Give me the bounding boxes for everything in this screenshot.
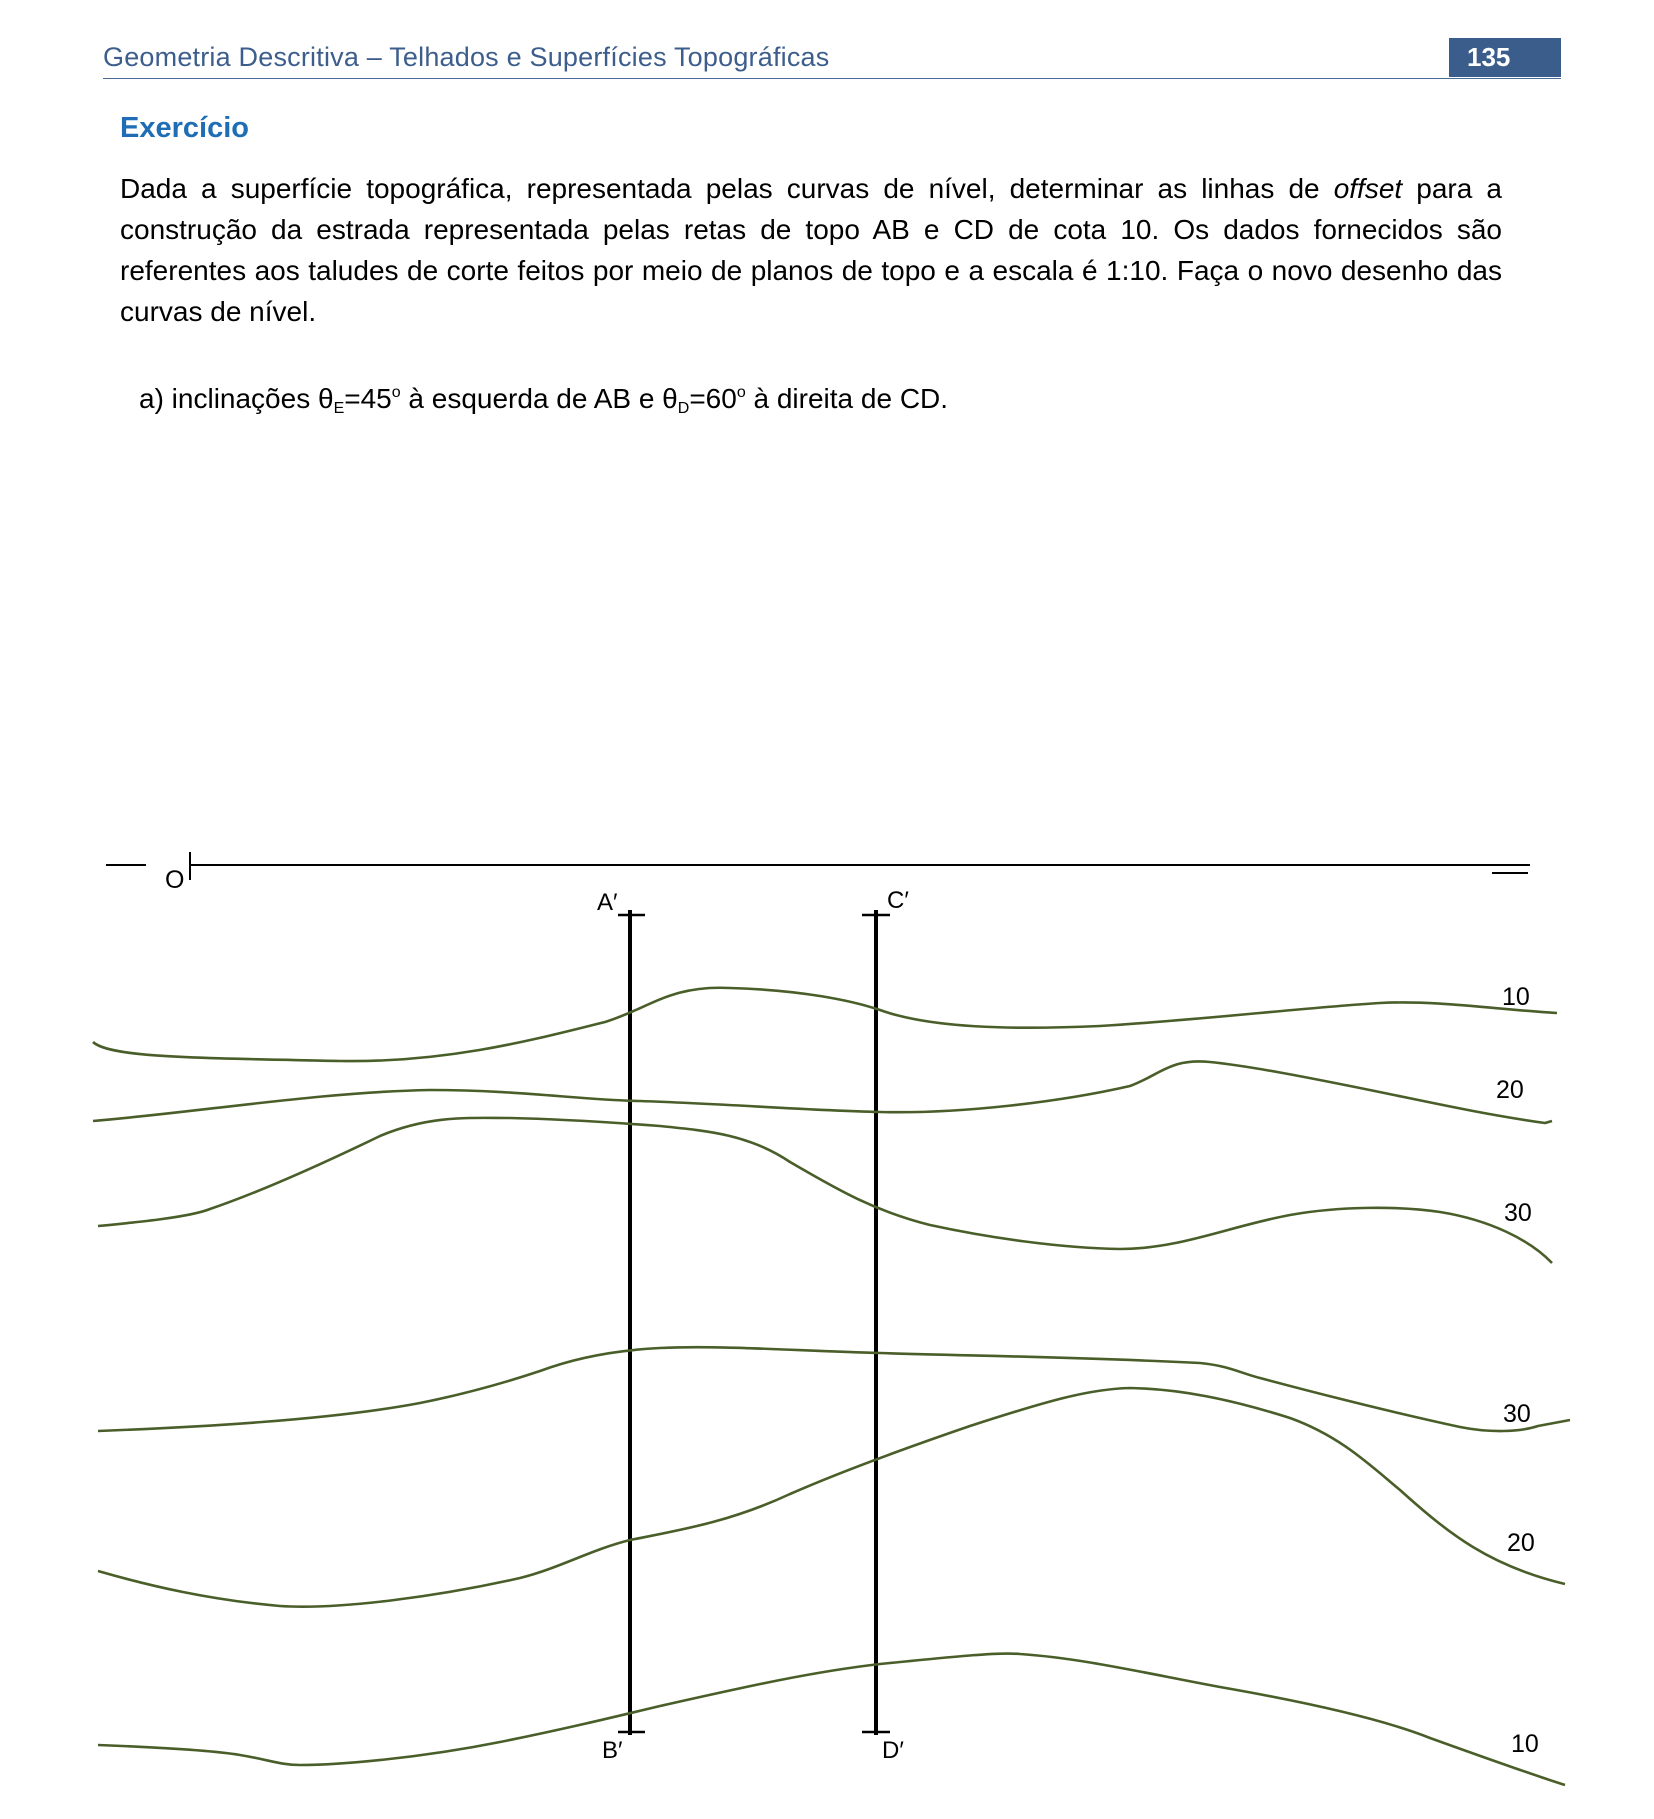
page-number: 135	[1449, 38, 1561, 77]
contour-line-20-top	[93, 1061, 1552, 1123]
item-a-eq-1: =45	[344, 383, 392, 414]
contour-label-30-top: 30	[1504, 1199, 1532, 1227]
point-d-label: D′	[882, 1737, 904, 1764]
item-a-prefix: a) inclinações θ	[139, 383, 334, 414]
point-c-label: C′	[887, 887, 909, 914]
statement-part-1: Dada a superfície topográfica, representada pelas curvas de nível, determinar as linhas de	[120, 173, 1334, 204]
contour-label-10-bottom: 10	[1511, 1730, 1539, 1758]
item-a-suffix: à direita de CD.	[745, 383, 949, 414]
header-title: Geometria Descritiva – Telhados e Superfícies Topográficas	[103, 42, 830, 72]
contour-line-30-top	[98, 1118, 1552, 1263]
contour-label-30-bottom: 30	[1503, 1400, 1531, 1428]
contour-label-10-top: 10	[1502, 983, 1530, 1011]
contour-line-30-bottom	[98, 1347, 1570, 1431]
item-a-mid: à esquerda de AB e θ	[400, 383, 678, 414]
contour-label-20-top: 20	[1496, 1076, 1524, 1104]
item-a-deg-2: o	[736, 384, 746, 401]
statement-part-2: para a construção da estrada representada pelas retas de topo AB e CD de cota 10. Os dados fornecidos são referentes aos taludes de corte feitos por meio de planos de topo e a escala é 1:10. Faça o novo desenho das curvas de nível.	[120, 173, 1502, 327]
item-a-sub-e: E	[333, 400, 345, 417]
point-a-label: A′	[597, 889, 618, 916]
item-a-eq-2: =60	[689, 383, 737, 414]
contour-line-10-bottom	[98, 1653, 1565, 1785]
contour-line-20-bottom	[98, 1388, 1565, 1607]
point-b-label: B′	[602, 1737, 623, 1764]
origin-label: O	[165, 866, 185, 894]
item-a-deg-1: o	[391, 384, 401, 401]
statement-italic-term: offset	[1333, 173, 1403, 204]
section-heading: Exercício	[120, 112, 249, 144]
contour-label-20-bottom: 20	[1507, 1529, 1535, 1557]
item-a-sub-d: D	[677, 400, 690, 417]
contour-line-10-top	[93, 988, 1557, 1061]
